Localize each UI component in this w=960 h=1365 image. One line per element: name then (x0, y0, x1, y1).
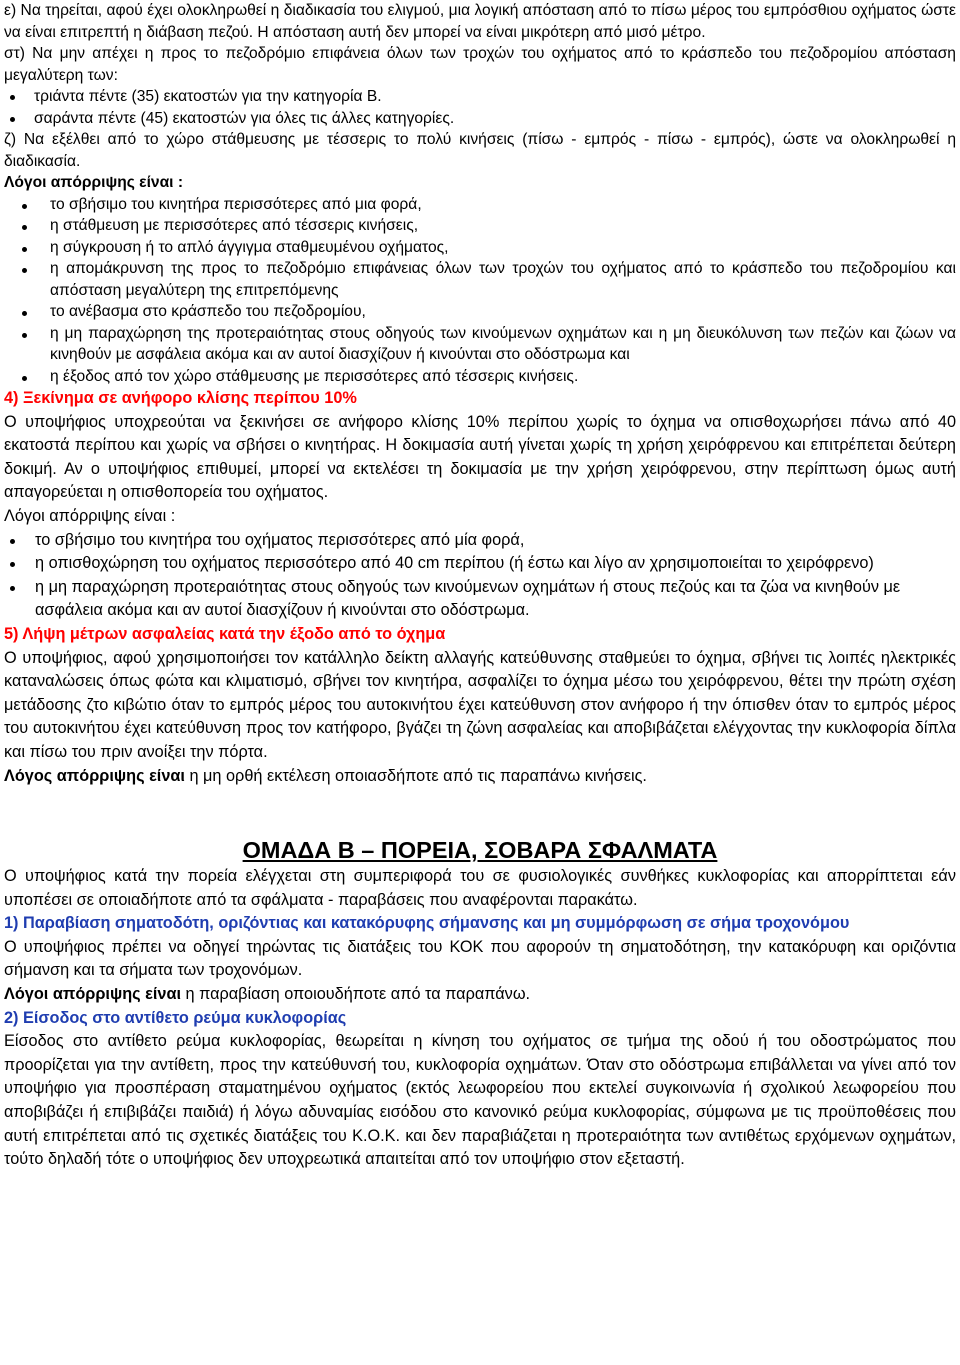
rejection-list (4, 194, 956, 388)
list-item: η έξοδος από τον χώρο στάθμευσης με περισσότερες από τέσσερις κινήσεις. (4, 366, 956, 388)
section-5-rejection (4, 765, 956, 789)
list-item: το σβήσιμο του κινητήρα του οχήματος περισσότερες από μία φορά, (4, 529, 956, 553)
list-item: η απομάκρυνση της προς το πεζοδρόμιο επιφάνειας όλων των τροχών του οχήματος από το κράσπεδο του πεζοδρομίου και απόσταση μεγαλύτερη της επιτρεπόμενης (4, 258, 956, 301)
bullet-icon (10, 95, 15, 100)
section-5-heading: 5) Λήψη μέτρων ασφαλείας κατά την έξοδο από το όχημα (4, 624, 446, 643)
distance-list (4, 86, 956, 129)
bullet-icon (22, 204, 27, 209)
group-b-item-1-rejection-label: Λόγοι απόρριψης είναι (4, 985, 181, 1004)
group-b-item-2-heading: 2) Είσοδος στο αντίθετο ρεύμα κυκλοφορίας (4, 1008, 347, 1027)
group-b-item-1-rejection-text: η παραβίαση οποιουδήποτε από τα παραπάνω. (180, 985, 531, 1004)
list-item: η στάθμευση με περισσότερες από τέσσερις κινήσεις, (4, 215, 956, 237)
group-b-intro: Ο υποψήφιος κατά την πορεία ελέγχεται στη συμπεριφορά του σε φυσιολογικές συνθήκες κυκλοφορίας και απορρίπτεται εάν υποπέσει σε οποιαδήποτε από τα σφάλματα - παραβάσεις που αναφέρονται παρακάτω. (4, 867, 956, 909)
paragraph-st: στ) Να μην απέχει η προς το πεζοδρόμιο επιφάνεια όλων των τροχών του οχήματος από το κράσπεδο του πεζοδρομίου απόσταση μεγαλύτερη των: (4, 45, 956, 84)
list-item: το σβήσιμο του κινητήρα περισσότερες από μια φορά, (4, 194, 956, 216)
paragraph-e: ε) Να τηρείται, αφού έχει ολοκληρωθεί η διαδικασία του ελιγμού, μια λογική απόσταση από το πίσω μέρος του εμπρόσθιου οχήματος ώστε να είναι επιτρεπτή η διάβαση πεζού. Η απόσταση αυτή δεν μπορεί να είναι μικρότερη από μισό μέτρο. (4, 2, 956, 41)
bullet-icon (22, 333, 27, 338)
section-4-rejection-list (4, 529, 956, 623)
bullet-icon (22, 268, 27, 273)
list-item: σαράντα πέντε (45) εκατοστών για όλες τις άλλες κατηγορίες. (4, 108, 956, 130)
bullet-icon (22, 247, 27, 252)
section-4-rejection-heading: Λόγοι απόρριψης είναι : (4, 506, 176, 525)
list-item: η μη παραχώρηση προτεραιότητας στους οδηγούς των κινούμενων οχημάτων ή στους πεζούς και τα ζώα να κινηθούν με ασφάλεια ακόμα και αν αυτοί διασχίζουν ή κινούνται στο οδόστρωμα. (4, 576, 956, 623)
group-b-item-1-rejection (4, 983, 956, 1007)
section-5-rejection-text: η μη ορθή εκτέλεση οποιασδήποτε από τις παραπάνω κινήσεις. (184, 766, 647, 785)
group-b-item-2-body: Είσοδος στο αντίθετο ρεύμα κυκλοφορίας, θεωρείται η κίνηση του οχήματος σε τμήμα της οδού ή του οδοστρώματος που προορίζεται για την αντίθετη, προς την κατεύθυνσή του, κυκλοφορία οχημάτων. Όταν στο οδόστρωμα επιβάλλεται να γίνει από τον υποψήφιο για προσπέραση σταματημένου οχήματος (εκτός λεωφορείου που εκτελεί συγκοινωνία ή σχολικού λεωφορείου που αποβιβάζει ή επιβιβάζει παιδιά) ή λόγω αδυναμίας εισόδου στο κανονικό ρεύμα κυκλοφορίας, σύμφωνα με τις προϋποθέσεις που αυτή επιτρέπεται από τις σχετικές διατάξεις του Κ.Ο.Κ. και δεν παραβιάζεται η προτεραιότητα των αντιθέτως ερχόμενων οχημάτων, τούτο δηλαδή τότε ο υποψήφιος δεν υποχρεωτικά απαιτείται από τον υποψήφιο στον εξεταστή. (4, 1032, 956, 1169)
bullet-icon (10, 117, 15, 122)
rejection-heading: Λόγοι απόρριψης είναι : (4, 174, 184, 191)
list-item: η σύγκρουση ή το απλό άγγιγμα σταθμευμένου οχήματος, (4, 237, 956, 259)
paragraph-z: ζ) Να εξέλθει από το χώρο στάθμευσης με τέσσερις το πολύ κινήσεις (πίσω - εμπρός - πίσω - εμπρός), ώστε να ολοκληρωθεί η διαδικασία. (4, 131, 956, 170)
section-5-rejection-label: Λόγος απόρριψης είναι (4, 766, 185, 785)
bullet-icon (10, 586, 15, 591)
group-b-title: ΟΜΑΔΑ Β – ΠΟΡΕΙΑ, ΣΟΒΑΡΑ ΣΦΑΛΜΑΤΑ (242, 837, 718, 864)
list-item: η μη παραχώρηση της προτεραιότητας στους οδηγούς των κινούμενων οχημάτων και η μη διευκόλυνση των πεζών και ζώων να κινηθούν με ασφάλεια ακόμα και αν αυτοί διασχίζουν ή κινούνται στο οδόστρωμα και (4, 323, 956, 366)
group-b-item-1-heading: 1) Παραβίαση σηματοδότη, οριζόντιας και κατακόρυφης σήμανσης και μη συμμόρφωση σε σήμα τροχονόμου (4, 914, 850, 933)
list-item: η οπισθοχώρηση του οχήματος περισσότερο από 40 cm περίπου (ή έστω και λίγο αν χρησιμοποιείται το χειρόφρενο) (4, 552, 956, 576)
bullet-icon (22, 225, 27, 230)
list-item: το ανέβασμα στο κράσπεδο του πεζοδρομίου, (4, 301, 956, 323)
section-spacer (4, 788, 956, 835)
bullet-icon (10, 562, 15, 567)
section-4-heading: 4) Ξεκίνημα σε ανήφορο κλίσης περίπου 10% (4, 389, 357, 407)
section-5-body: Ο υποψήφιος, αφού χρησιμοποιήσει τον κατάλληλο δείκτη αλλαγής κατεύθυνσης σταθμεύει το όχημα, σβήνει τις λοιπές ηλεκτρικές καταναλώσεις όπως φώτα και κλιματισμό, σβήνει τον κινητήρα, ασφαλίζει το όχημα μέσω του χειρόφρενου, θέτει την πρώτη σχέση μετάδοσης ζτο κιβώτιο όταν το εμπρός μέρος του αυτοκινήτου έχει κατεύθυνση στον ανήφορο ή την όπισθεν όταν το εμπρός μέρος του αυτοκινήτου έχει κατεύθυνση προς τον κατήφορο, βγάζει τη ζώνη ασφαλείας και αποβιβάζεται ελέγχοντας την κυκλοφορία δίπλα και πίσω του πριν ανοίξει την πόρτα. (4, 648, 956, 761)
group-b-item-1-body: Ο υποψήφιος πρέπει να οδηγεί τηρώντας τις διατάξεις του ΚΟΚ που αφορούν τη σηματοδότηση, την κατακόρυφη και οριζόντια σήμανση και τα σήματα των τροχονόμων. (4, 937, 956, 980)
bullet-icon (10, 539, 15, 544)
bullet-icon (22, 311, 27, 316)
section-4-body: Ο υποψήφιος υποχρεούται να ξεκινήσει σε ανήφορο κλίσης 10% περίπου χωρίς το όχημα να οπισθοχωρήσει πάνω από 40 εκατοστά περίπου και χωρίς να σβήσει ο κινητήρας. Η δοκιμασία αυτή γίνεται χωρίς τη χρήση χειρόφρενου και επιτρέπεται δεύτερη δοκιμή. Αν ο υποψήφιος επιθυμεί, μπορεί να εκτελέσει τη δοκιμασία με την χρήση χειρόφρενου, στην περίπτωση όμως αυτή απαγορεύεται η οπισθοπορεία του οχήματος. (4, 412, 956, 502)
list-item: τριάντα πέντε (35) εκατοστών για την κατηγορία Β. (4, 86, 956, 108)
bullet-icon (22, 376, 27, 381)
